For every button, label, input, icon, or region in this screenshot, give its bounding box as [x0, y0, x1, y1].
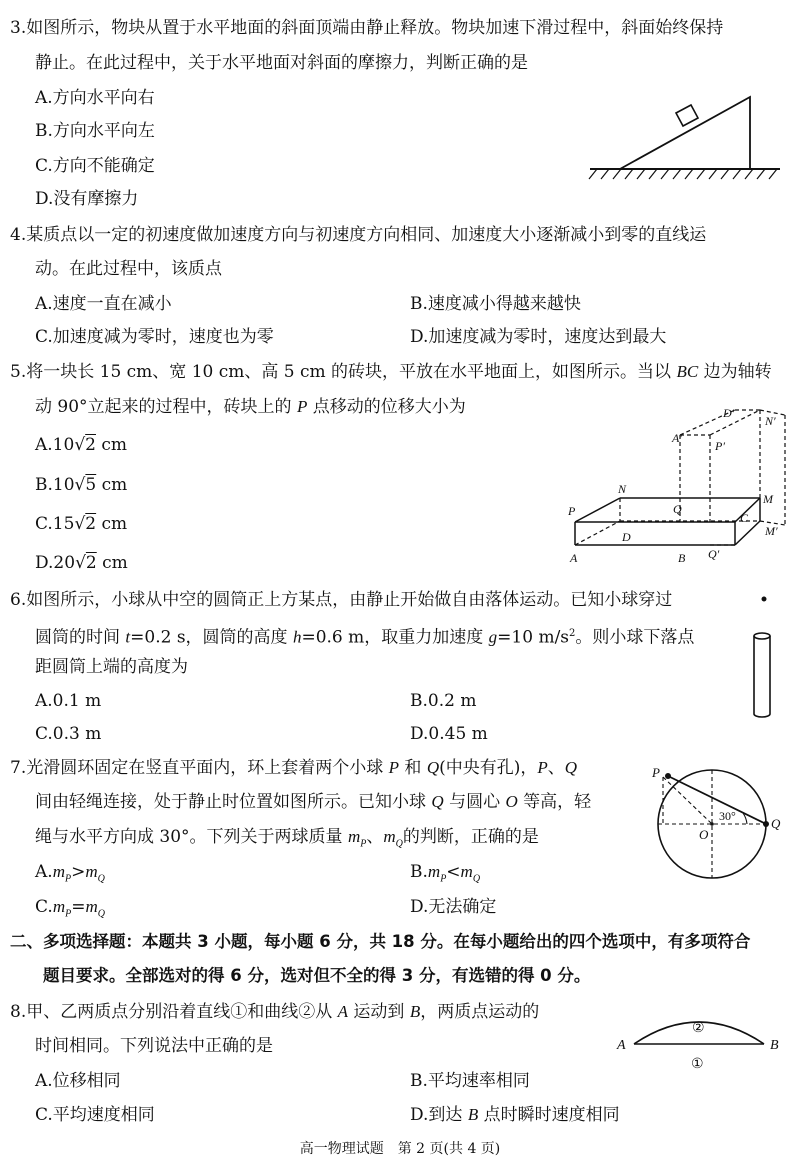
q3-block — [676, 105, 698, 126]
section2-heading-line1: 二、多项选择题：本题共 3 小题，每小题 6 分，共 18 分。在每小题给出的四个选项中，有多项符合 — [10, 932, 751, 951]
q7-stem-line2: 间由轻绳连接，处于静止时位置如图所示。已知小球 Q 与圆心 O 等高，轻 — [35, 792, 592, 812]
q7-option-b: $B.m_P<m_Q$ — [410, 862, 481, 885]
q8-label-line: ① — [691, 1057, 704, 1072]
q5-label-a: A — [570, 551, 578, 565]
q4-option-b: B.速度减小得越来越快 — [410, 294, 581, 314]
q4-option-d: D.加速度减为零时，速度达到最大 — [410, 327, 667, 347]
q7-option-a: $A.m_P>m_Q$ — [35, 862, 105, 885]
q8-option-a: A.位移相同 — [35, 1071, 121, 1091]
q5-option-a: A.10√2 cm — [35, 435, 128, 455]
q5-label-c: C — [740, 511, 749, 525]
q6-stem-line3: 距圆筒上端的高度为 — [35, 657, 188, 677]
q4-option-c: C.加速度减为零时，速度也为零 — [35, 327, 274, 347]
q3-incline-figure — [585, 90, 785, 185]
q7-ball-p — [665, 773, 671, 779]
q6-option-b: B.0.2 m — [410, 691, 477, 711]
q7-label-o: O — [699, 827, 709, 842]
q5-option-d: D.20√2 cm — [35, 553, 128, 573]
q6-ball — [762, 597, 767, 602]
q5-label-a1: A′ — [672, 431, 682, 445]
q7-stem-line1: 7.光滑圆环固定在竖直平面内，环上套着两个小球 P 和 Q(中央有孔)，P、Q — [10, 758, 578, 778]
q5-label-p: P — [568, 504, 576, 518]
q5-label-m1: M′ — [765, 524, 778, 538]
q3-stem-line1: 3.如图所示，物块从置于水平地面的斜面顶端由静止释放。物块加速下滑过程中，斜面始终保持 — [10, 18, 724, 38]
q5-option-b: B.10√5 cm — [35, 475, 128, 495]
q7-rope — [668, 776, 766, 824]
q6-stem-line2: 圆筒的时间 t=0.2 s，圆筒的高度 h=0.6 m，取重力加速度 g=10 $m/s^2$。则小球下落点 — [35, 627, 695, 648]
q7-label-q: Q — [771, 816, 781, 831]
q5-label-q: Q — [673, 502, 682, 516]
q6-tube-figure — [745, 590, 785, 740]
q7-option-c: $C.m_P=m_Q$ — [35, 897, 105, 920]
q6-stem-line1: 6.如图所示，小球从中空的圆筒正上方某点，由静止开始做自由落体运动。已知小球穿过 — [10, 590, 673, 610]
q5-label-n1: N′ — [765, 414, 776, 428]
q7-label-angle: 30° — [719, 809, 736, 823]
q5-label-m: M — [763, 492, 773, 506]
q8-stem-line1: 8.甲、乙两质点分别沿着直线①和曲线②从 A 运动到 B，两质点运动的 — [10, 1002, 540, 1022]
q5-stem-line2: 动 90°立起来的过程中，砖块上的 P 点移动的位移大小为 — [35, 397, 466, 417]
q4-option-a: A.速度一直在减小 — [35, 294, 172, 314]
q8-stem-line2: 时间相同。下列说法中正确的是 — [35, 1036, 273, 1056]
q5-label-p1: P′ — [715, 439, 725, 453]
q6-option-d: D.0.45 m — [410, 724, 488, 744]
q5-label-d: D — [622, 530, 631, 544]
q5-label-d1: D′ — [723, 406, 735, 420]
q7-ring-figure — [652, 762, 790, 892]
q5-brick-figure — [560, 400, 795, 570]
q7-label-p: P — [652, 765, 660, 780]
q7-option-d: D.无法确定 — [410, 897, 497, 917]
q6-option-a: A.0.1 m — [35, 691, 102, 711]
q5-label-n: N — [618, 482, 627, 496]
q3-option-a: A.方向水平向右 — [35, 88, 155, 108]
q8-option-d: D.到达 B 点时瞬时速度相同 — [410, 1105, 620, 1125]
q7-stem-line3: 绳与水平方向成 30°。下列关于两球质量 $m_P$、$m_Q$的判断，正确的是 — [35, 827, 539, 850]
q5-label-q1: Q′ — [708, 547, 720, 561]
q4-stem-line1: 4.某质点以一定的初速度做加速度方向与初速度方向相同、加速度大小逐渐减小到零的直线运 — [10, 225, 707, 245]
q3-option-c: C.方向不能确定 — [35, 156, 155, 176]
section2-heading-line2: 题目要求。全部选对的得 6 分，选对但不全的得 3 分，有选错的得 0 分。 — [43, 966, 591, 985]
q3-option-d: D.没有摩擦力 — [35, 189, 139, 209]
q8-path-figure — [612, 1008, 792, 1073]
q8-label-b: B — [770, 1038, 779, 1053]
q3-option-b: B.方向水平向左 — [35, 121, 155, 141]
q5-label-b: B — [678, 551, 686, 565]
q5-stem-line1: 5.将一块长 15 cm、宽 10 cm、高 5 cm 的砖块，平放在水平地面上，如图所示。当以 BC 边为轴转 — [10, 362, 772, 382]
q4-stem-line2: 动。在此过程中，该质点 — [35, 259, 222, 279]
page-footer: 高一物理试题 第 2 页(共 4 页) — [299, 1141, 501, 1157]
q8-option-c: C.平均速度相同 — [35, 1105, 155, 1125]
q8-label-curve: ② — [692, 1021, 705, 1036]
q8-option-b: B.平均速率相同 — [410, 1071, 530, 1091]
q6-option-c: C.0.3 m — [35, 724, 102, 744]
q3-stem-line2: 静止。在此过程中，关于水平地面对斜面的摩擦力，判断正确的是 — [35, 53, 528, 73]
q8-label-a: A — [617, 1038, 626, 1053]
q5-option-c: C.15√2 cm — [35, 514, 128, 534]
q7-ball-q — [763, 821, 769, 827]
